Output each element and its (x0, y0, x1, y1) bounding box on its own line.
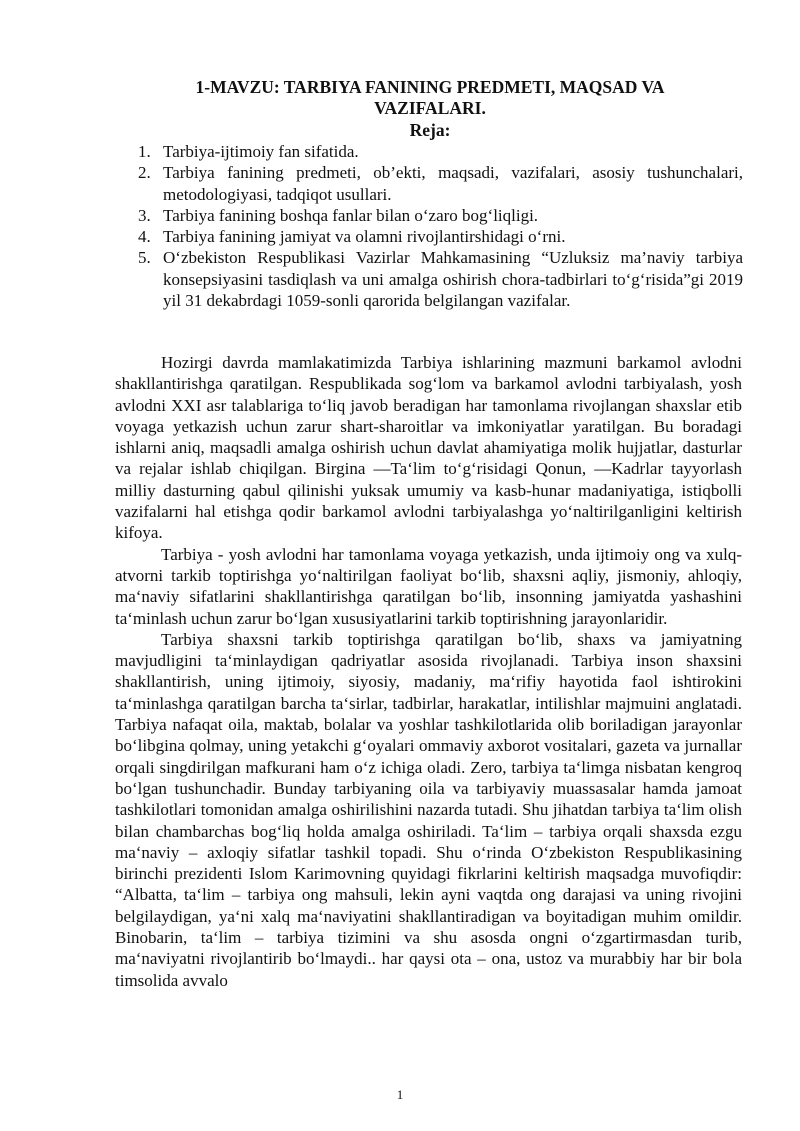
plan-item-number: 1. (138, 142, 151, 161)
plan-heading: Reja: (409, 120, 451, 140)
plan-item-text: Tarbiya-ijtimoiy fan sifatida. (163, 142, 359, 161)
plan-item-text: Tarbiya fanining predmeti, ob’ekti, maqsadi, vazifalari, asosiy tushunchalari, metodologiyasi, tadqiqot usullari. (163, 163, 743, 204)
plan-item-text: Tarbiya fanining boshqa fanlar bilan o‘zaro bog‘liqligi. (163, 205, 539, 225)
plan-item (138, 247, 743, 311)
plan-item-number: 5. (138, 248, 151, 268)
body-text (115, 352, 742, 991)
paragraph: Tarbiya - yosh avlodni har tamonlama voyaga yetkazish, unda ijtimoiy ong va xulq-atvorni tarkib toptirishga yo‘naltirilgan faoliyat bo‘lib, shaxsni aqliy, jismoniy, ahloqiy, ma‘naviy sifatlarini shakllantirishga qaratilgan bo‘lib, insonning jamiyatda yashashini ta‘minlash uchun zarur bo‘lgan xususiyatlarini tarkib toptirishning jarayonlaridir. (115, 544, 742, 628)
plan-item-number: 2. (138, 163, 151, 183)
plan-item (138, 162, 743, 205)
plan-list (138, 141, 743, 311)
paragraph: Tarbiya shaxsni tarkib toptirishga qaratilgan bo‘lib, shaxs va jamiyatning mavjudligini ta‘minlaydigan qadriyatlar asosida rivojlanadi. Tarbiya inson shaxsini shakllantirish, uning ijtimoiy, siyosiy, madaniy, ma‘rifiy hayotida faol ishtirokini ta‘minlashga qaratilgan barcha ta‘sirlar, tadbirlar, harakatlar, intilishlar majmuini anglatadi. Tarbiya nafaqat oila, maktab, bolalar va yoshlar tashkilotlarida olib boriladigan jarayonlar bo‘libgina qolmay, uning yetakchi g‘oyalari ommaviy axborot vositalari, gazeta va jurnallar orqali singdirilgan mafkurani ham o‘z ichiga oladi. Zero, tarbiya ta‘limga nisbatan kengroq bo‘lgan tushunchadir. Bunday tarbiyaning oila va tarbiyaviy muassasalar hamda jamoat tashkilotlari tomonidan amalga oshirilishini nazarda tutadi. Shu jihatdan tarbiya ta‘lim olish bilan chambarchas bog‘liq holda amalga oshiriladi. Ta‘lim – tarbiya orqali shaxsda ezgu ma‘naviy – axloqiy sifatlar tashkil topadi. Shu o‘rinda O‘zbekiston Respublikasining birinchi prezidenti Islom Karimovning quyidagi fikrlarini keltirish maqsadga muvofiqdir: “Albatta, ta‘lim – tarbiya ong mahsuli, lekin ayni vaqtda ong darajasi va uning rivojini belgilaydigan, ya‘ni xalq ma‘naviyatini shakllantiradigan va boyitadigan muhim omildir. Binobarin, ta‘lim – tarbiya tizimini va shu asosda ongni o‘zgartirmasdan turib, ma‘naviyatni rivojlantirib bo‘lmaydi.. har qaysi ota – ona, ustoz va murabbiy har bir bola timsolida avvalo (115, 629, 742, 990)
plan-item (138, 141, 743, 162)
plan-item-number: 3. (138, 205, 151, 225)
plan-item (138, 226, 743, 247)
page-title: 1-MAVZU: TARBIYA FANINING PREDMETI, MAQSAD VA VAZIFALARI. (195, 77, 665, 118)
plan-item-text: O‘zbekiston Respublikasi Vazirlar Mahkamasining “Uzluksiz ma’naviy tarbiya konsepsiyasini tasdiqlash va uni amalga oshirish chora-tadbirlari to‘g‘risida”gi 2019 yil 31 dekabrdagi 1059-sonli qarorida belgilangan vazifalar. (163, 248, 743, 311)
plan-item-number: 4. (138, 227, 151, 247)
plan-item (138, 205, 743, 226)
page-number: 1 (396, 1087, 404, 1102)
paragraph: Hozirgi davrda mamlakatimizda Tarbiya ishlarining mazmuni barkamol avlodni shakllantirishga qaratilgan. Respublikada sog‘lom va barkamol avlodni tarbiyalash, yosh avlodni XXI asr talablariga to‘liq javob beradigan har tamonlama rivojlangan shaxslar etib voyaga yetkazish uchun zarur shart-sharoitlar va imkoniyatlar yaratilgan. Bu boradagi ishlarni aniq, maqsadli amalga oshirish uchun davlat ahamiyatiga molik hujjatlar, dasturlar va rejalar ishlab chiqilgan. Birgina ―Ta‘lim to‘g‘risidagi Qonun, ―Kadrlar tayyorlash milliy dasturning qabul qilinishi yuksak umumiy va kasb-hunar madaniyatiga, istiqbolli vazifalarni hal etishga qodir barkamol avlodni tarbiyalashga yo‘naltirilganligini keltirish kifoya. (115, 353, 742, 543)
plan-item-text: Tarbiya fanining jamiyat va olamni rivojlantirshidagi o‘rni. (163, 227, 566, 247)
